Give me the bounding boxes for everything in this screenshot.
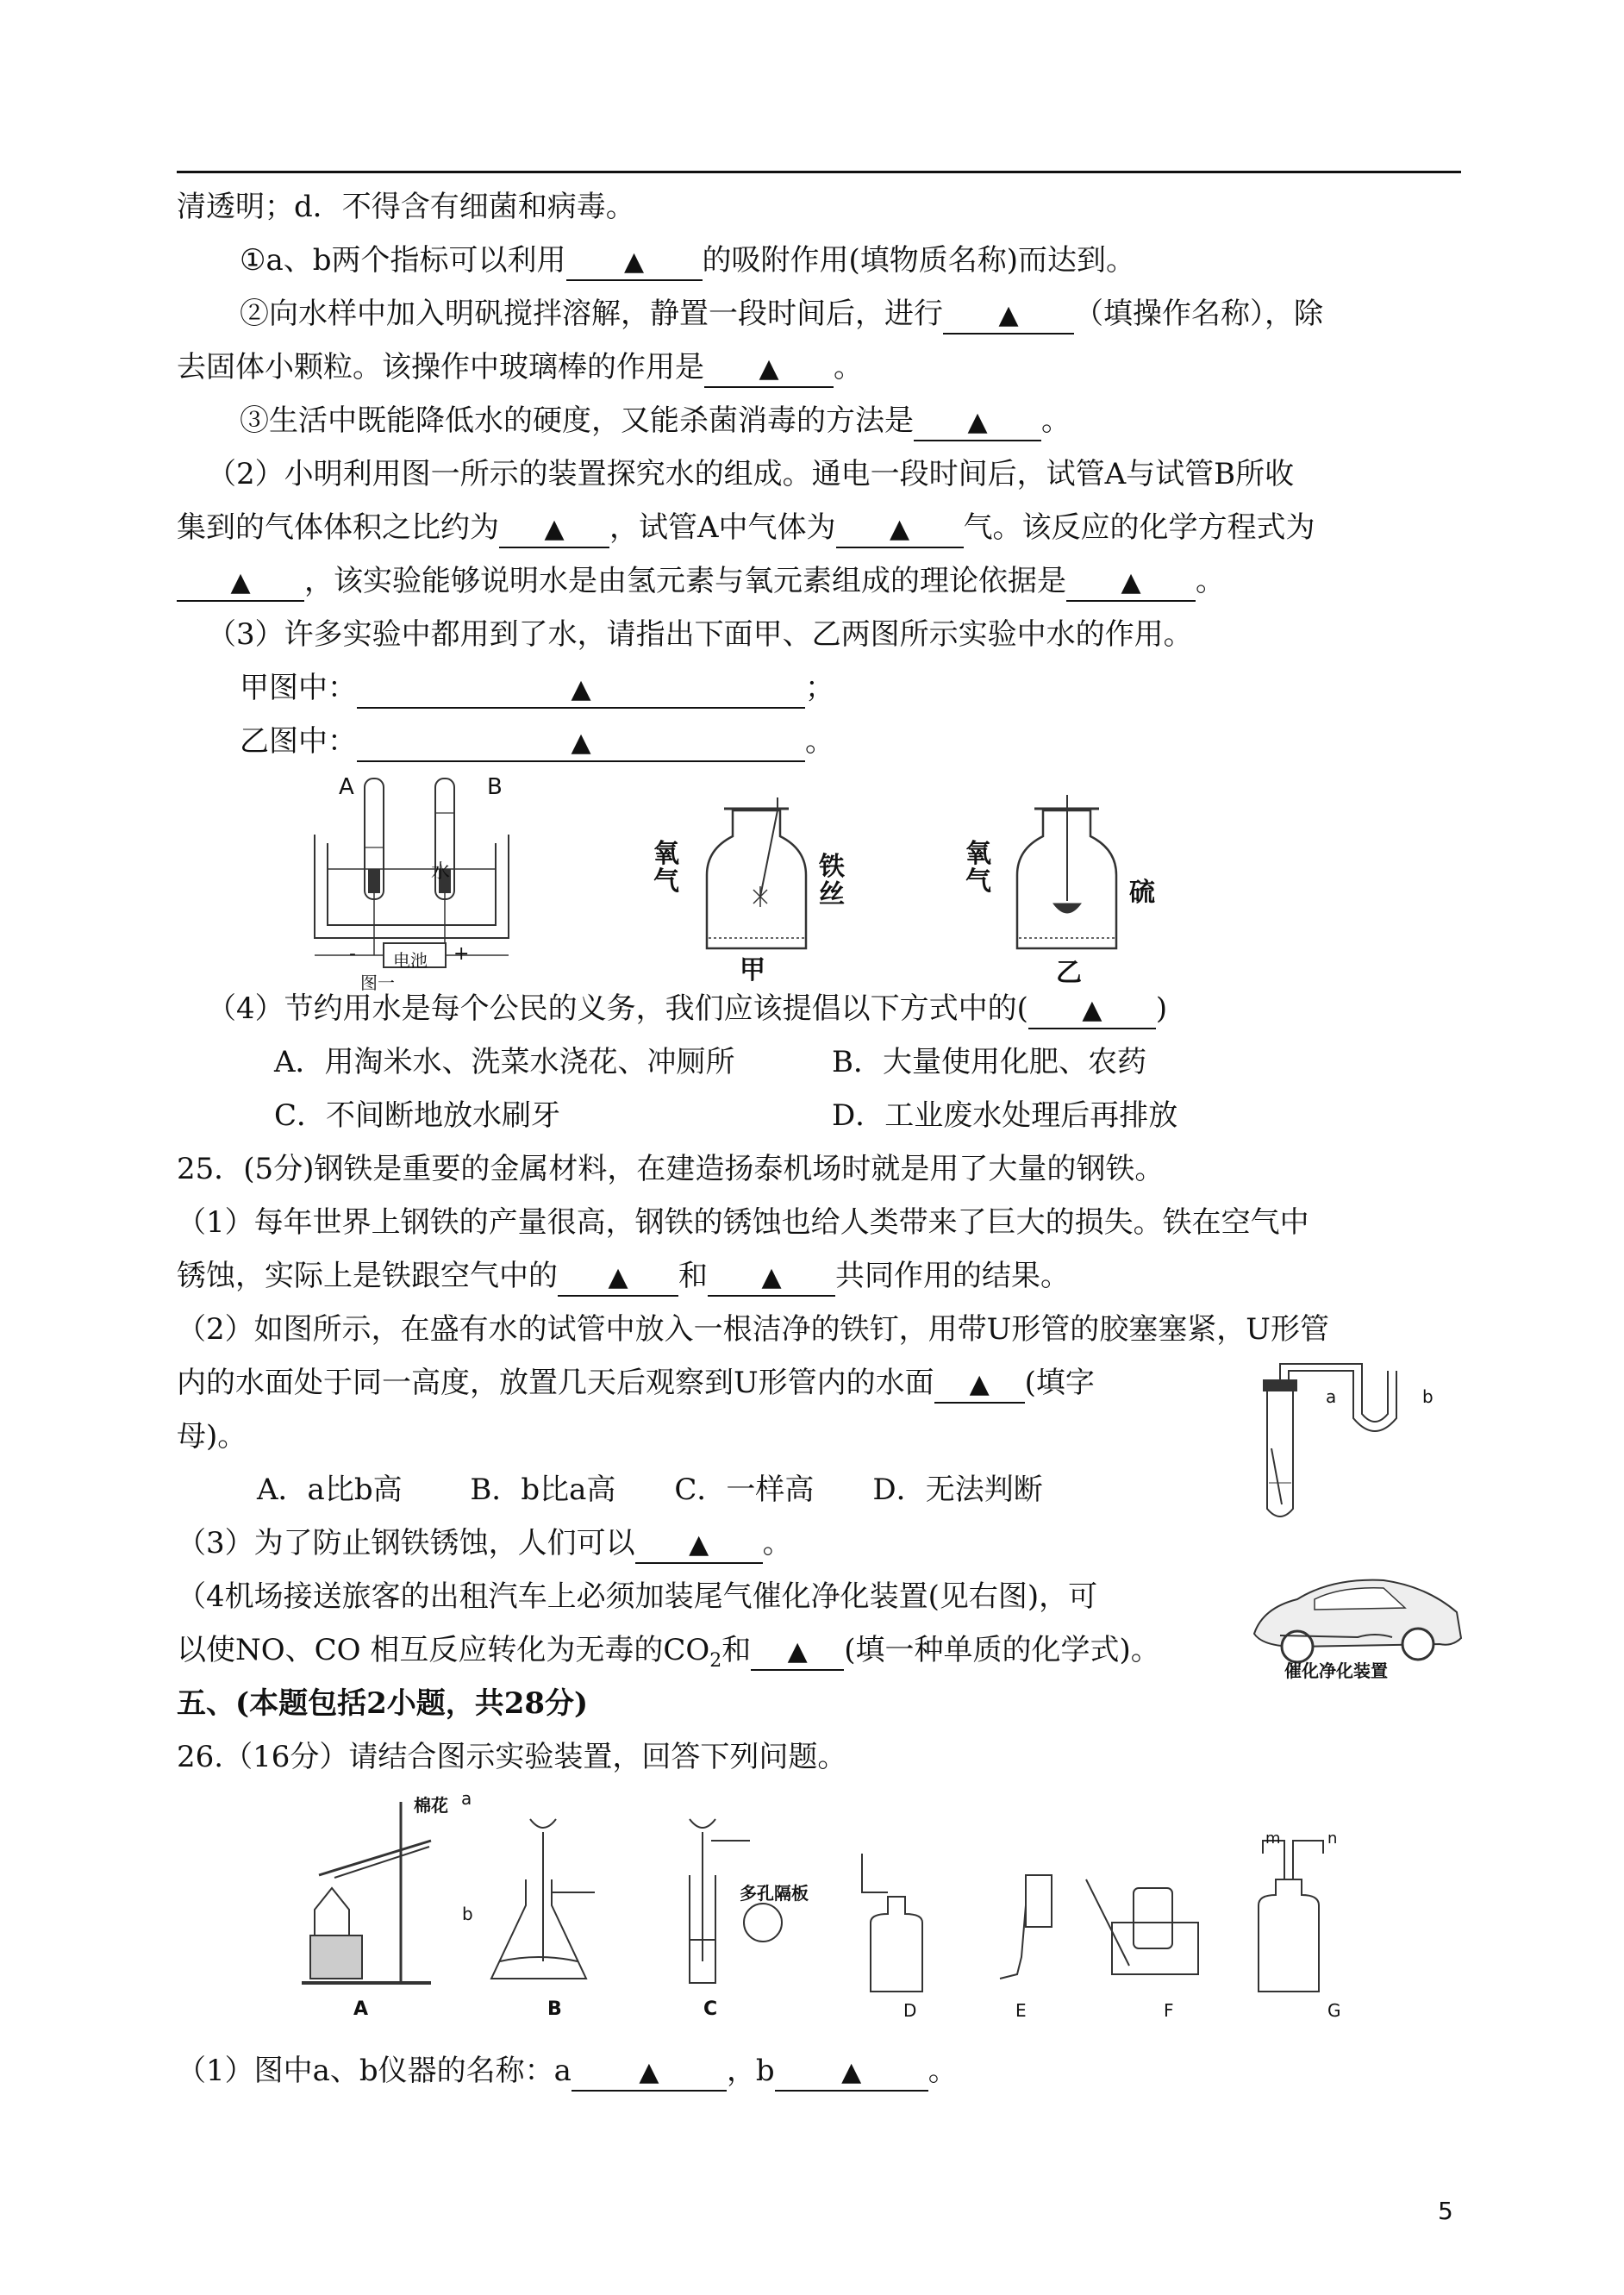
text-line: 清透明；d．不得含有细菌和病毒。 <box>177 190 635 224</box>
question-line: ②向水样中加入明矾搅拌溶解，静置一段时间后，进行 ▲ （填操作名称），除 <box>240 295 1323 335</box>
iron-wire-bottle-figure <box>698 793 819 966</box>
lab-apparatus-figure <box>284 1793 1422 2000</box>
option-line[interactable]: A．a比b高 B．b比a高 C．一样高 D．无法判断 <box>257 1473 1043 1507</box>
option-a[interactable]: A．用淘米水、洗菜水浇花、冲厕所 <box>274 1045 735 1079</box>
answer-blank[interactable]: ▲ <box>1028 991 1156 1029</box>
question-line: 母)。 <box>177 1419 247 1454</box>
oxygen-label: 氧气 <box>965 839 991 897</box>
apparatus-f-label: F <box>1164 2000 1174 2021</box>
question-line: ▲ ，该实验能够说明水是由氢元素与氧元素组成的理论依据是 ▲ 。 <box>177 562 1225 602</box>
port-m-label: m <box>1265 1829 1281 1848</box>
question-line: 集到的气体体积之比约为 ▲ ，试管A中气体为 ▲ 气。该反应的化学方程式为 <box>177 509 1315 548</box>
minus-label: - <box>349 943 356 965</box>
question-line: ③生活中既能降低水的硬度，又能杀菌消毒的方法是 ▲ 。 <box>240 402 1071 441</box>
yi-caption: 乙 <box>1056 958 1082 988</box>
apparatus-g-label: G <box>1327 2000 1341 2021</box>
question-line: 内的水面处于同一高度，放置几天后观察到U形管内的水面 ▲ (填字 <box>177 1364 1095 1404</box>
apparatus-e-label: E <box>1015 2000 1027 2021</box>
question-line: 以使NO、CO 相互反应转化为无毒的$CO_2$和 ▲ (填一种单质的化学式)。 <box>177 1633 1160 1672</box>
question-line: （1）每年世界上钢铁的产量很高，钢铁的锈蚀也给人类带来了巨大的损失。铁在空气中 <box>177 1205 1309 1240</box>
car-caption: 催化净化装置 <box>1284 1660 1388 1681</box>
question-line: （1）图中a、b仪器的名称：a ▲ ，b ▲ 。 <box>177 2052 958 2092</box>
answer-blank[interactable]: ▲ <box>708 1259 835 1297</box>
apparatus-d-label: D <box>903 2000 917 2021</box>
answer-blank[interactable]: ▲ <box>934 1366 1025 1404</box>
question-line: ①a、b两个指标可以利用 ▲ 的吸附作用(填物质名称)而达到。 <box>240 241 1135 281</box>
answer-blank[interactable]: ▲ <box>704 350 834 388</box>
answer-blank[interactable]: ▲ <box>751 1633 844 1671</box>
question-line: （3）为了防止钢铁锈蚀，人们可以 ▲ 。 <box>177 1524 792 1564</box>
answer-blank[interactable]: ▲ <box>499 510 609 548</box>
question-line: 乙图中： ▲ 。 <box>240 722 834 762</box>
question-line: （4机场接送旅客的出租汽车上必须加装尾气催化净化装置(见右图)，可 <box>177 1579 1098 1614</box>
answer-blank[interactable]: ▲ <box>836 510 964 548</box>
apparatus-b-label: B <box>547 1998 562 2020</box>
answer-blank[interactable]: ▲ <box>177 564 304 602</box>
port-n-label: n <box>1327 1829 1338 1848</box>
answer-blank[interactable]: ▲ <box>558 1259 678 1297</box>
question-line: 甲图中： ▲ ； <box>240 669 834 709</box>
answer-blank[interactable]: ▲ <box>914 403 1041 441</box>
question-line: （2）如图所示，在盛有水的试管中放入一根洁净的铁钉，用带U形管的胶塞塞紧，U形管 <box>177 1312 1329 1347</box>
sulfur-label: 硫 <box>1129 878 1155 908</box>
answer-blank[interactable]: ▲ <box>943 297 1074 335</box>
option-c[interactable]: C．不间断地放水刷牙 <box>274 1098 561 1133</box>
answer-blank[interactable]: ▲ <box>572 2054 727 2092</box>
tube-b-label: B <box>487 774 503 800</box>
answer-blank[interactable]: ▲ <box>566 243 703 281</box>
u-tube-test-tube-figure <box>1254 1354 1444 1526</box>
sulfur-bottle-figure <box>1009 793 1129 966</box>
page-number: 5 <box>1438 2197 1453 2225</box>
u-tube-a-label: a <box>1326 1386 1337 1407</box>
header-rule <box>177 171 1461 173</box>
battery-label: 电池 <box>393 950 428 971</box>
u-tube-b-label: b <box>1422 1386 1433 1407</box>
oxygen-label: 氧气 <box>653 839 679 897</box>
plus-label: + <box>453 943 470 965</box>
section-heading: 五、(本题包括2小题，共28分) <box>177 1686 589 1721</box>
instrument-a-label: a <box>461 1788 472 1809</box>
answer-blank[interactable]: ▲ <box>357 724 805 762</box>
iron-wire-label: 铁丝 <box>819 852 845 910</box>
question-title: 26.（16分）请结合图示实验装置，回答下列问题。 <box>177 1740 847 1774</box>
answer-blank[interactable]: ▲ <box>357 671 805 709</box>
porous-plate-label: 多孔隔板 <box>740 1883 809 1904</box>
apparatus-c-label: C <box>703 1998 718 2020</box>
question-line: （2）小明利用图一所示的装置探究水的组成。通电一段时间后，试管A与试管B所收 <box>207 457 1295 491</box>
apparatus-a-label: A <box>353 1998 369 2020</box>
question-line: （4）节约用水是每个公民的义务，我们应该提倡以下方式中的( ▲ ) <box>207 990 1167 1029</box>
option-d[interactable]: D．工业废水处理后再排放 <box>832 1098 1178 1133</box>
cotton-label: 棉花 <box>414 1795 448 1816</box>
tube-a-label: A <box>339 774 354 800</box>
jia-caption: 甲 <box>740 955 765 985</box>
figure-caption: 图一 <box>360 972 395 993</box>
question-line: 锈蚀，实际上是铁跟空气中的 ▲ 和 ▲ 共同作用的结果。 <box>177 1257 1070 1297</box>
water-label: 水 <box>431 861 451 883</box>
answer-blank[interactable]: ▲ <box>775 2054 928 2092</box>
question-title: 25．(5分)钢铁是重要的金属材料，在建造扬泰机场时就是用了大量的钢铁。 <box>177 1152 1165 1186</box>
answer-blank[interactable]: ▲ <box>1066 564 1196 602</box>
answer-blank[interactable]: ▲ <box>635 1526 763 1564</box>
instrument-b-label: b <box>462 1904 473 1924</box>
option-b[interactable]: B．大量使用化肥、农药 <box>832 1045 1146 1079</box>
question-line: 去固体小颗粒。该操作中玻璃棒的作用是 ▲ 。 <box>177 348 863 388</box>
question-line: （3）许多实验中都用到了水，请指出下面甲、乙两图所示实验中水的作用。 <box>207 617 1193 652</box>
